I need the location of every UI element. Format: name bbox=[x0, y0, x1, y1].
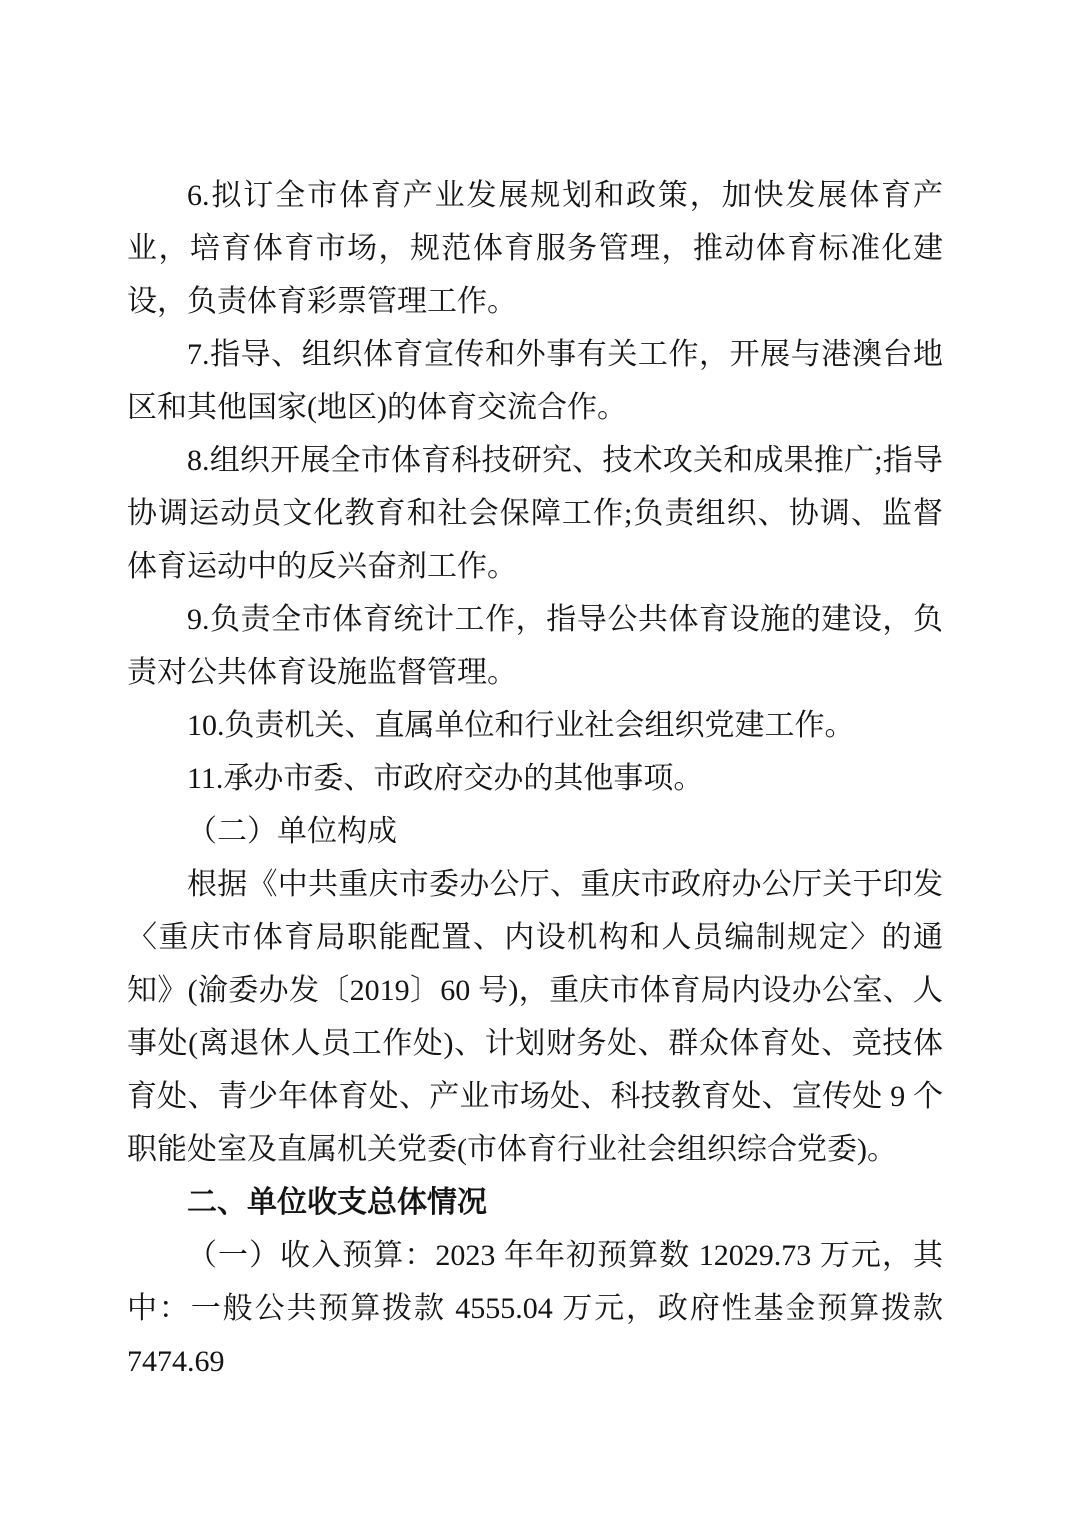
paragraph-unit-composition: 根据《中共重庆市委办公厅、重庆市政府办公厅关于印发〈重庆市体育局职能配置、内设机构和人员编制规定〉的通知》(渝委办发〔2019〕60 号)，重庆市体育局内设办公室、人事处(离退休人员工作处)、计划财务处、群众体育处、竞技体育处、青少年体育处、产业市场处、科技教育处、宣传处 9 个职能处室及直属机关党委(市体育行业社会组织综合党委)。 bbox=[127, 868, 943, 1166]
document-text-block bbox=[127, 169, 943, 1388]
paragraph-duty-6: 6.拟订全市体育产业发展规划和政策，加快发展体育产业，培育体育市场，规范体育服务管理，推动体育标准化建设，负责体育彩票管理工作。 bbox=[127, 179, 943, 318]
paragraph-duty-8: 8.组织开展全市体育科技研究、技术攻关和成果推广;指导协调运动员文化教育和社会保障工作;负责组织、协调、监督体育运动中的反兴奋剂工作。 bbox=[127, 444, 943, 583]
section-heading-revenue-expenditure-overview: 二、单位收支总体情况 bbox=[187, 1186, 487, 1219]
paragraph-duty-11: 11.承办市委、市政府交办的其他事项。 bbox=[187, 762, 704, 795]
paragraph-duty-9: 9.负责全市体育统计工作，指导公共体育设施的建设，负责对公共体育设施监督管理。 bbox=[127, 603, 943, 689]
subsection-heading-unit-composition: （二）单位构成 bbox=[187, 815, 397, 848]
income-budget-body-text: 2023 年年初预算数 12029.73 万元，其中：一般公共预算拨款 4555.04 万元，政府性基金预算拨款 7474.69 bbox=[127, 1239, 944, 1378]
paragraph-duty-7: 7.指导、组织体育宣传和外事有关工作，开展与港澳台地区和其他国家(地区)的体育交流合作。 bbox=[127, 338, 943, 424]
income-budget-lead-label: （一）收入预算： bbox=[187, 1239, 436, 1272]
paragraph-duty-10: 10.负责机关、直属单位和行业社会组织党建工作。 bbox=[187, 709, 855, 742]
paragraph-income-budget bbox=[127, 1229, 943, 1388]
